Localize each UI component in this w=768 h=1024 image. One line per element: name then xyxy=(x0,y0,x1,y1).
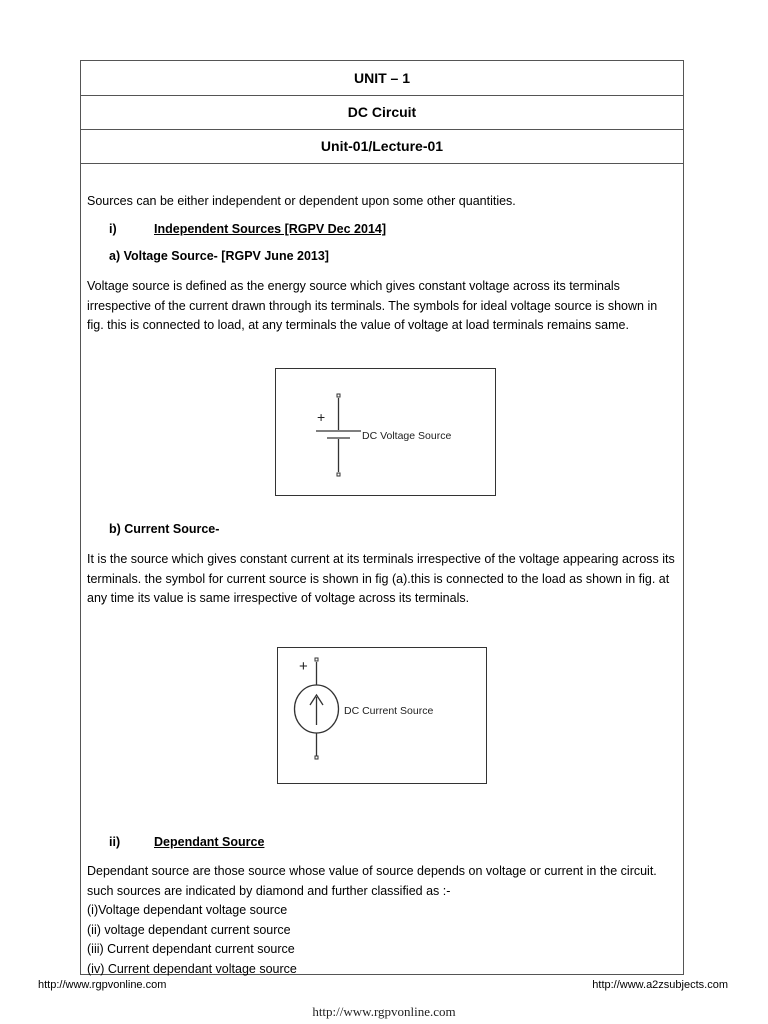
section-ii-title: Dependant Source xyxy=(154,835,265,849)
voltage-source-figure xyxy=(275,368,496,496)
subject-title: DC Circuit xyxy=(81,95,683,130)
voltage-source-heading: a) Voltage Source- [RGPV June 2013] xyxy=(109,249,329,263)
unit-title: UNIT – 1 xyxy=(81,61,683,96)
section-ii-number: ii) xyxy=(109,835,121,849)
voltage-source-text: Voltage source is defined as the energy source which gives constant voltage across its terminals irrespective of the current drawn through its terminals. The symbols for ideal voltage source is shown in fig. this is connected to load, at any terminals the value of voltage at load terminals remains same. xyxy=(87,279,658,332)
section-i-title: Independent Sources [RGPV Dec 2014] xyxy=(154,222,387,236)
plus-sign: + xyxy=(299,658,308,675)
voltage-source-label: DC Voltage Source xyxy=(362,430,452,442)
current-source-figure xyxy=(277,647,487,784)
list-item: (i)Voltage dependant voltage source xyxy=(87,903,288,917)
footer-right-link[interactable]: http://www.a2zsubjects.com xyxy=(592,979,728,991)
bottom-url[interactable]: http://www.rgpvonline.com xyxy=(312,1004,456,1019)
plus-sign: + xyxy=(317,409,326,425)
dependant-source-text xyxy=(87,862,677,979)
current-source-label: DC Current Source xyxy=(344,705,434,717)
section-i-number: i) xyxy=(109,222,117,236)
footer-left-link[interactable]: http://www.rgpvonline.com xyxy=(38,979,167,991)
document-page xyxy=(80,60,684,975)
list-item: (ii) voltage dependant current source xyxy=(87,922,291,937)
list-item: (iv) Current dependant voltage source xyxy=(87,961,297,976)
list-item: (iii) Current dependant current source xyxy=(87,942,295,956)
dependant-description: Dependant source are those source whose value of source depends on voltage or current in the circuit. such sources are indicated by diamond and further classified as :- xyxy=(87,864,657,898)
lecture-title: Unit-01/Lecture-01 xyxy=(81,129,683,164)
current-source-heading: b) Current Source- xyxy=(109,522,220,536)
current-source-text: It is the source which gives constant current at its terminals irrespective of the voltage appearing across its terminals. the symbol for current source is shown in fig (a).this is connected to the load as shown in fig. at any time its value is same irrespective of voltage across its terminals. xyxy=(87,552,675,605)
intro-text: Sources can be either independent or dependent upon some other quantities. xyxy=(87,194,516,208)
